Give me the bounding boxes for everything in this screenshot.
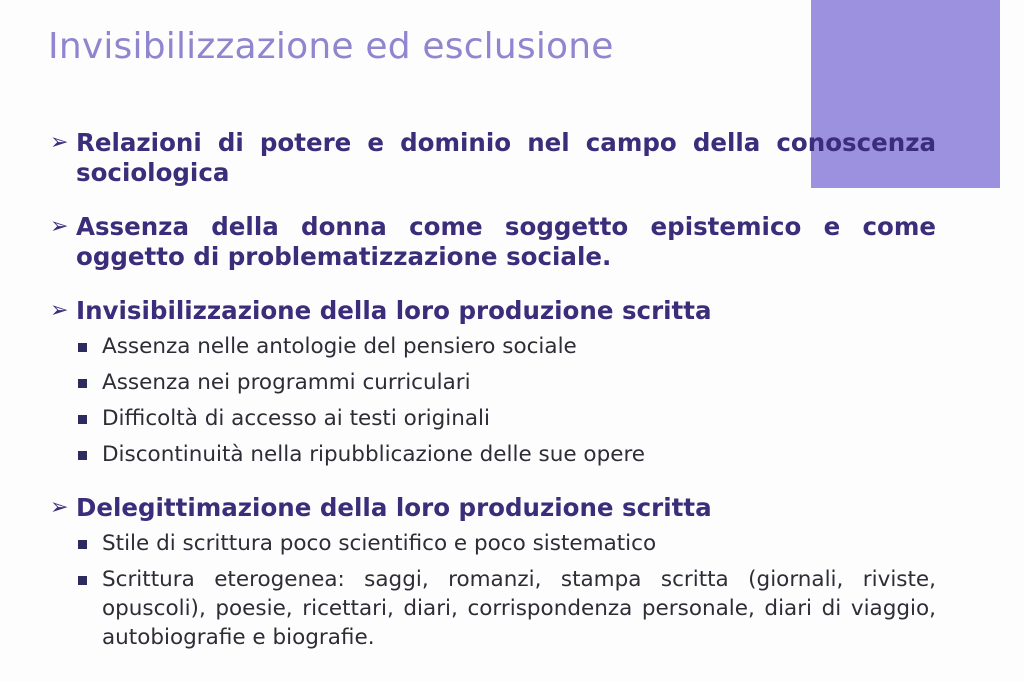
square-bullet-icon (78, 540, 87, 549)
sub-bullet-item (50, 368, 936, 397)
bullet-text: Relazioni di potere e dominio nel campo della conoscenza sociologica (76, 128, 936, 187)
sub-bullet-item (50, 440, 936, 469)
bullet-text: Delegittimazione della loro produzione scritta (76, 493, 712, 522)
bullet-text: Invisibilizzazione della loro produzione scritta (76, 296, 712, 325)
arrow-bullet-icon: ➢ (50, 495, 69, 520)
arrow-bullet-icon: ➢ (50, 298, 69, 323)
sub-bullet-text: Difficoltà di accesso ai testi originali (102, 406, 491, 431)
bullet-list (50, 128, 936, 652)
bullet-item (50, 128, 936, 188)
arrow-bullet-icon: ➢ (50, 130, 69, 155)
sub-bullet-text: Discontinuità nella ripubblicazione delle sue opere (102, 442, 646, 467)
sub-bullet-text: Scrittura eterogenea: saggi, romanzi, stampa scritta (giornali, riviste, opuscoli), poesie, ricettari, diari, corrispondenza personale, diari di viaggio, autobiografie e biografie. (102, 567, 936, 650)
bullet-item (50, 493, 936, 523)
sub-bullet-item (50, 565, 936, 652)
sub-bullet-text: Assenza nelle antologie del pensiero sociale (102, 334, 577, 359)
square-bullet-icon (78, 576, 87, 585)
square-bullet-icon (78, 379, 87, 388)
square-bullet-icon (78, 343, 87, 352)
bullet-text: Assenza della donna come soggetto epistemico e come oggetto di problematizzazione sociale. (76, 212, 936, 271)
arrow-bullet-icon: ➢ (50, 214, 69, 239)
bullet-item (50, 212, 936, 272)
sub-bullet-text: Assenza nei programmi curriculari (102, 370, 471, 395)
square-bullet-icon (78, 415, 87, 424)
sub-bullet-text: Stile di scrittura poco scientifico e poco sistematico (102, 531, 657, 556)
sub-bullet-item (50, 404, 936, 433)
slide-title: Invisibilizzazione ed esclusione (48, 26, 614, 67)
sub-bullet-item (50, 332, 936, 361)
square-bullet-icon (78, 451, 87, 460)
bullet-item (50, 296, 936, 326)
sub-bullet-item (50, 529, 936, 558)
